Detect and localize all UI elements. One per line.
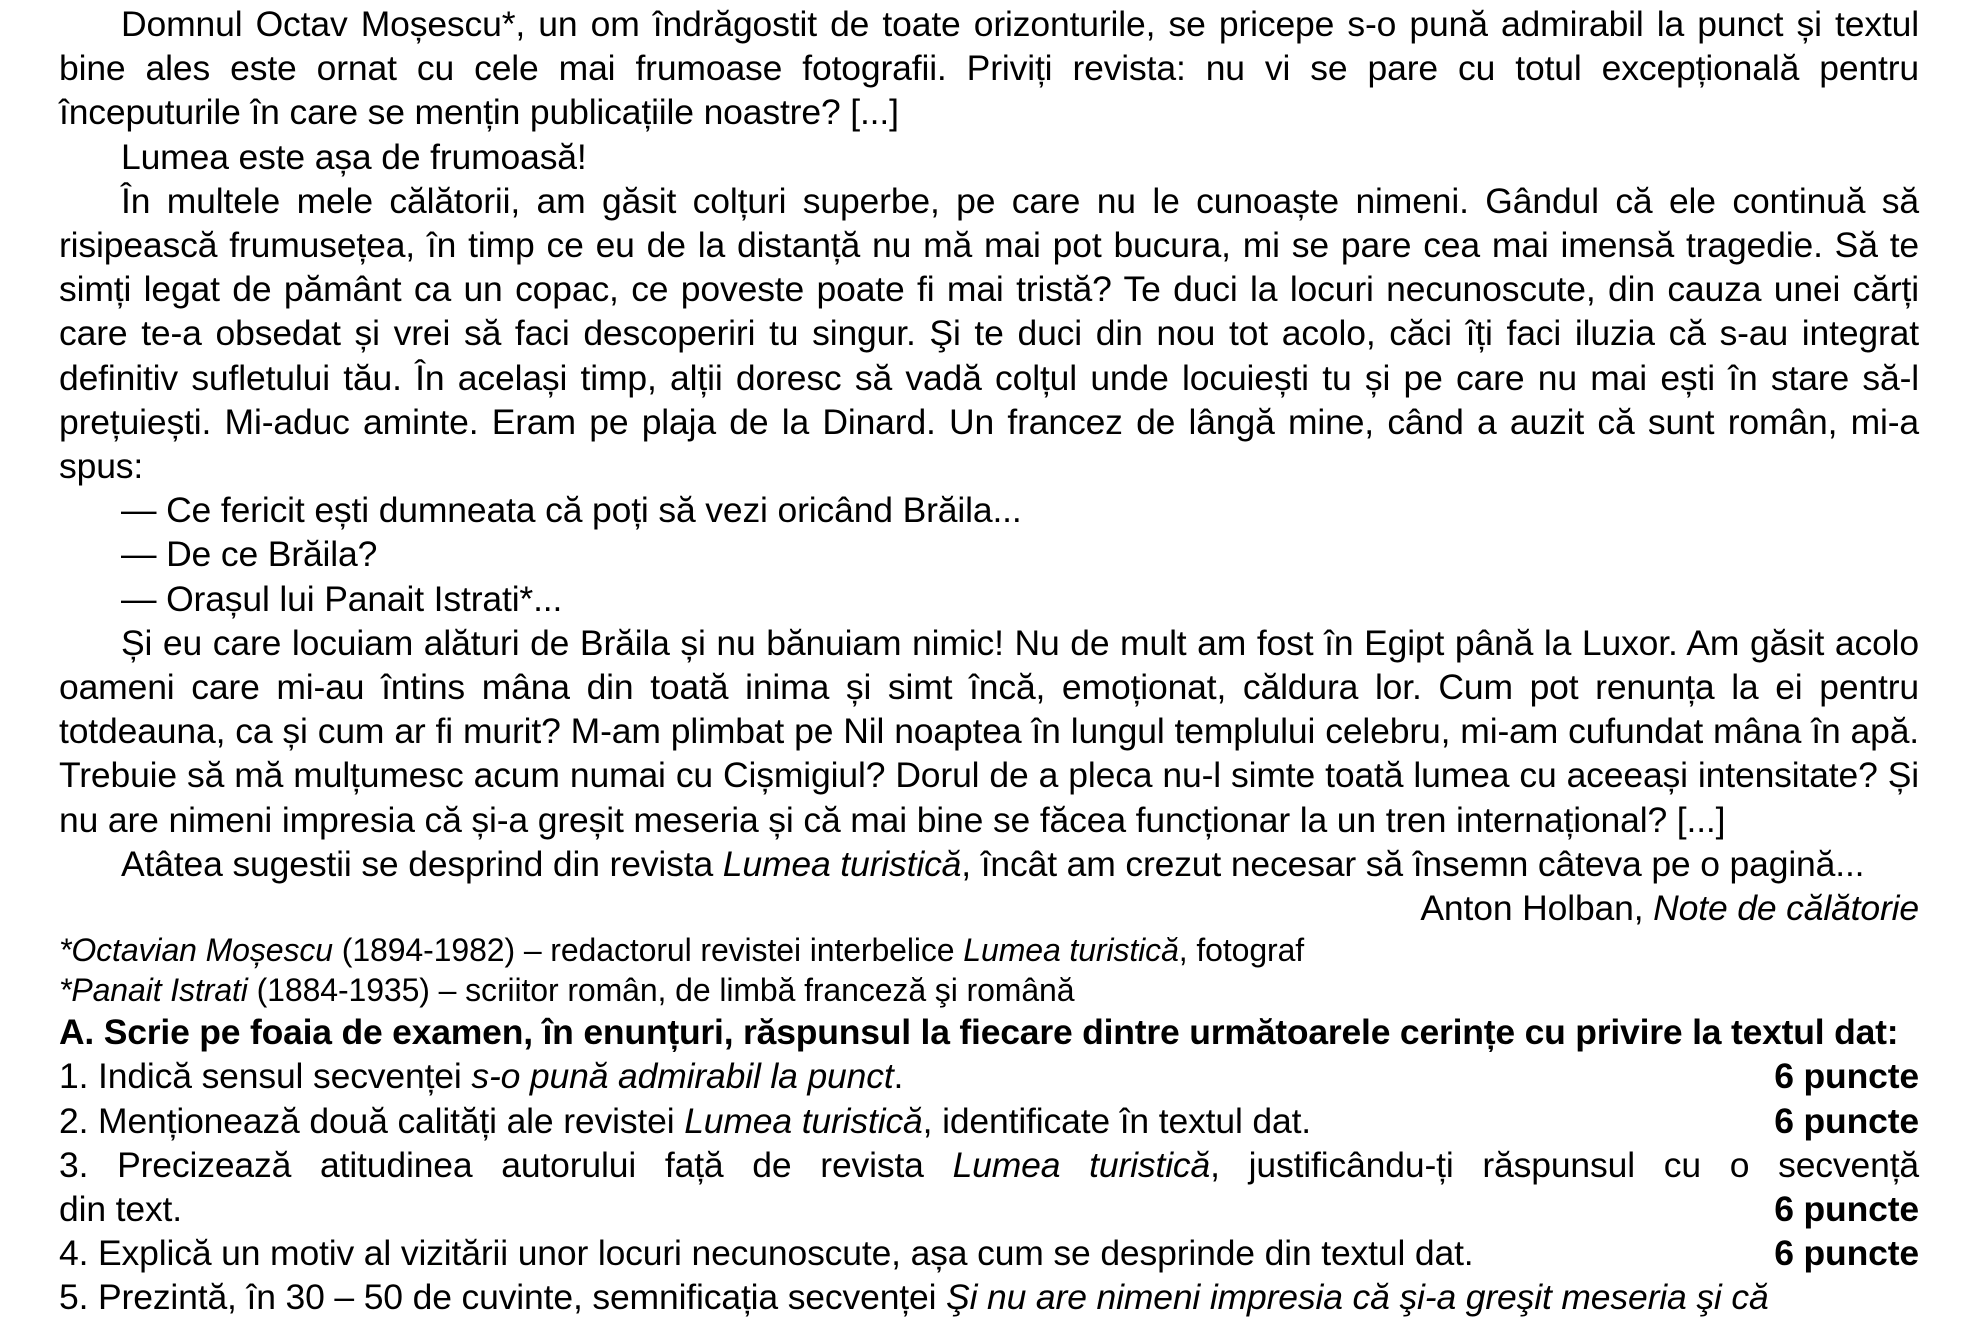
question-2: [59, 1099, 1919, 1143]
question-3-continuation: din text.: [59, 1189, 182, 1230]
question-3-line-2: [59, 1187, 1919, 1231]
question-5: [59, 1275, 1919, 1319]
question-1-points: 6 puncte: [1774, 1056, 1919, 1097]
footnote-2: [59, 970, 1919, 1010]
question-3-number: 3.: [59, 1144, 89, 1185]
closing-prefix: Atâtea sugestii se desprind din revista: [121, 843, 723, 884]
attribution-author: Anton Holban,: [1420, 888, 1654, 929]
question-4-points: 6 puncte: [1774, 1233, 1919, 1274]
paragraph-4: Și eu care locuiam alături de Brăila și nu bănuiam nimic! Nu de mult am fost în Egipt până la Luxor. Am găsit acolo oameni care mi-au întins mâna din toată inima și simt încă, emoționat, căldura lor. Cum pot renunța la ei pentru totdeauna, ca și cum ar fi murit? M-am plimbat pe Nil noaptea în lungul templului celebru, mi-am cufundat mâna în apă. Trebuie să mă mulțumesc acum numai cu Cișmigiul? Dorul de a pleca nu-l simte toată lumea cu aceeași intensitate? Și nu are nimeni impresia că și-a greșit meseria și că mai bine se făcea funcționar la un tren internațional? [...]: [59, 622, 1919, 840]
attribution-row: [59, 886, 1919, 930]
question-1-number: 1.: [59, 1056, 89, 1097]
dialogue-line-3: — Orașul lui Panait Istrati*...: [121, 578, 563, 619]
question-3-line-1: [59, 1143, 1919, 1187]
question-1: [59, 1054, 1919, 1098]
question-4-number: 4.: [59, 1233, 89, 1274]
footnote-1-name: *Octavian Moșescu: [59, 932, 333, 969]
question-5-before: Prezintă, în 30 – 50 de cuvinte, semnificația secvenței: [88, 1277, 947, 1318]
footnote-1-italic-title: Lumea turistică: [963, 932, 1179, 969]
paragraph-2: Lumea este așa de frumoasă!: [121, 136, 587, 177]
question-4: [59, 1231, 1919, 1275]
question-2-after: , identificate în textul dat.: [922, 1100, 1312, 1141]
footnote-1-years: (1894-1982): [332, 932, 524, 969]
question-1-italic: s-o pună admirabil la punct: [471, 1056, 894, 1097]
attribution: [1420, 886, 1919, 930]
question-2-italic: Lumea turistică: [684, 1100, 923, 1141]
paragraph-3: În multele mele călătorii, am găsit colțuri superbe, pe care nu le cunoaște nimeni. Gândul că ele continuă să risipească frumusețea, în timp ce eu de la distanță nu mă mai pot bucura, mi se pare cea mai imensă tragedie. Să te simți legat de pământ ca un copac, ce poveste poate fi mai tristă? Te duci la locuri necunoscute, din cauza unei cărți care te-a obsedat și vrei să faci descoperiri tu singur. Şi te duci din nou tot acolo, căci îți faci iluzia că s-au integrat definitiv sufletului tău. În același timp, alții doresc să vadă colțul unde locuiești tu și pe care nu mai ești în stare să-l prețuiești. Mi-aduc aminte. Eram pe plaja de la Dinard. Un francez de lângă mine, când a auzit că sunt român, mi-a spus:: [59, 180, 1919, 487]
question-4-text: [59, 1231, 1474, 1275]
question-2-text: [59, 1099, 1311, 1143]
text-column: [59, 2, 1919, 1320]
footnote-2-name: *Panait Istrati: [59, 972, 248, 1009]
question-1-text: [59, 1054, 903, 1098]
paragraph-1: Domnul Octav Moșescu*, un om îndrăgostit de toate orizonturile, se pricepe s-o pună admirabil la punct și textul bine ales este ornat cu cele mai frumoase fotografii. Priviți revista: nu vi se pare cu totul excepțională pentru începuturile în care se mențin publicațiile noastre? [...]: [59, 4, 1919, 133]
paragraph-5-closing: [59, 842, 1919, 886]
question-3-points: 6 puncte: [1774, 1189, 1919, 1230]
question-1-before: Indică sensul secvenței: [88, 1056, 472, 1097]
question-4-before: Explică un motiv al vizitării unor locuri necunoscute, așa cum se desprinde din textul dat.: [88, 1233, 1474, 1274]
question-2-number: 2.: [59, 1100, 89, 1141]
question-1-after: .: [893, 1056, 904, 1097]
footnote-1: [59, 930, 1919, 970]
question-3-before: Precizează atitudinea autorului față de revista: [88, 1144, 953, 1185]
footnote-1-desc-before: – redactorul revistei interbelice: [523, 932, 964, 969]
question-2-points: 6 puncte: [1774, 1100, 1919, 1141]
closing-suffix: , încât am crezut necesar să însemn câteva pe o pagină...: [961, 843, 1865, 884]
question-2-before: Menționează două calități ale revistei: [88, 1100, 685, 1141]
footnote-2-desc-before: – scriitor român, de limbă franceză şi română: [438, 972, 1075, 1009]
footnote-2-years: (1884-1935): [247, 972, 439, 1009]
closing-italic-title: Lumea turistică: [722, 843, 962, 884]
section-a-heading: A. Scrie pe foaia de examen, în enunțuri, răspunsul la fiecare dintre următoarele cerințe cu privire la textul dat:: [59, 1012, 1899, 1053]
question-3-italic: Lumea turistică: [952, 1144, 1211, 1185]
question-5-number: 5.: [59, 1277, 89, 1318]
attribution-work: Note de călătorie: [1653, 888, 1919, 929]
question-3-after: , justificându-ți răspunsul cu o secvență: [1210, 1144, 1919, 1185]
footnote-1-desc-after: , fotograf: [1178, 932, 1305, 969]
dialogue-line-1: — Ce fericit ești dumneata că poți să vezi oricând Brăila...: [121, 490, 1022, 531]
dialogue-line-2: — De ce Brăila?: [121, 534, 378, 575]
question-5-italic: Şi nu are nimeni impresia că şi-a greşit meseria şi că: [946, 1277, 1769, 1318]
